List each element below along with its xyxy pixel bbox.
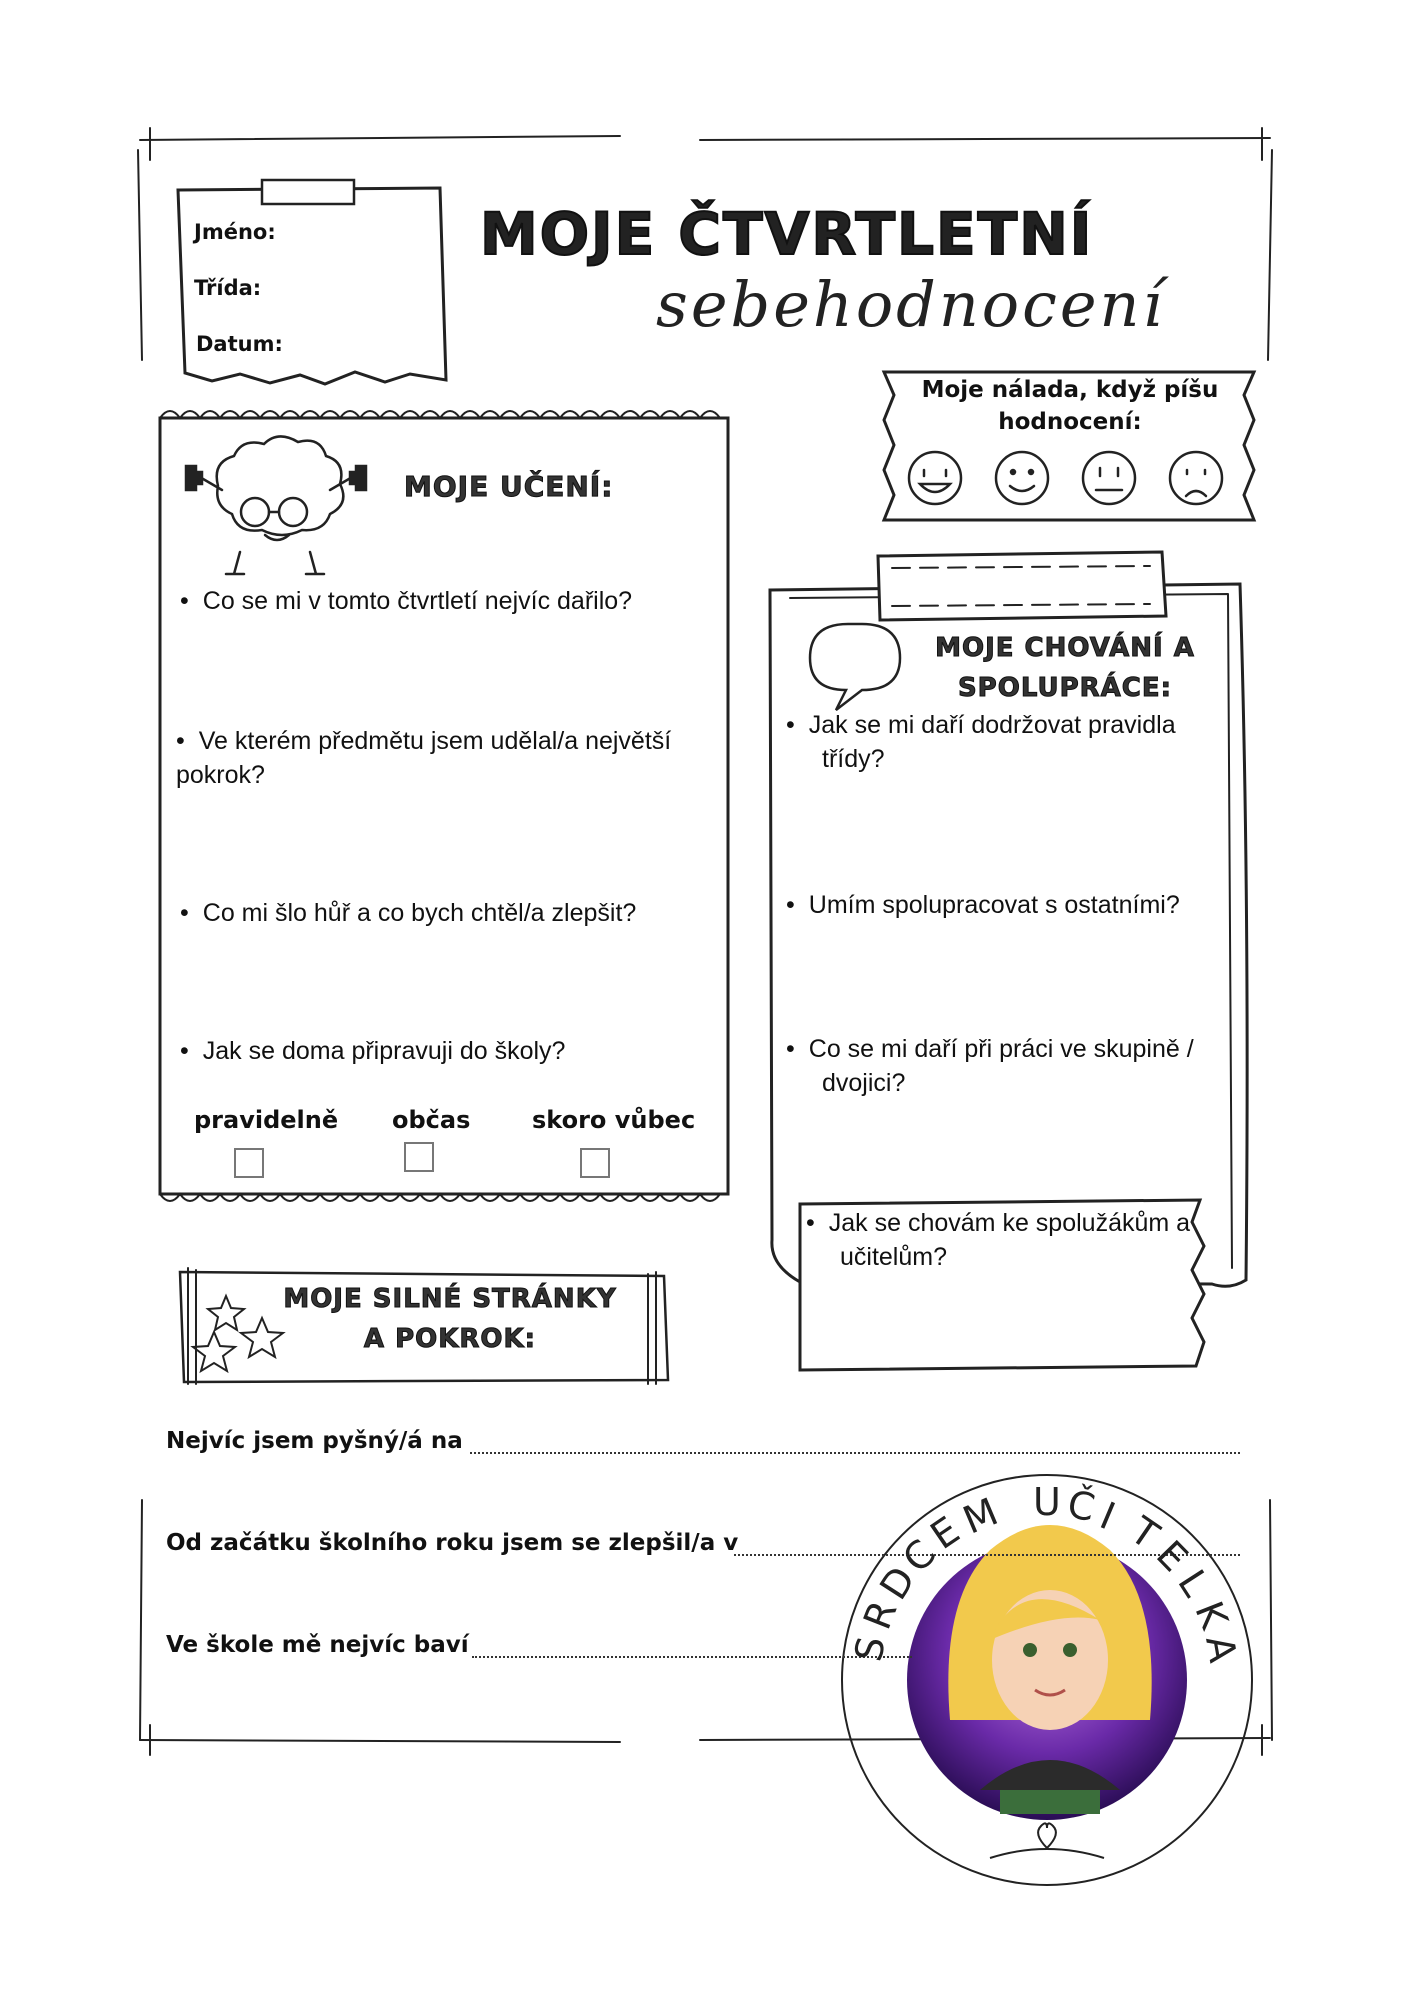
learning-question-1: • Co se mi v tomto čtvrtletí nejvíc dařilo? — [180, 584, 710, 618]
option-label-sometimes: občas — [392, 1106, 471, 1134]
brand-logo — [842, 1475, 1252, 1885]
behavior-question-3 — [786, 1032, 1242, 1100]
proud-line-label: Nejvíc jsem pyšný/á na — [166, 1428, 463, 1454]
option-checkbox-rarely[interactable] — [580, 1148, 610, 1178]
mood-title: Moje nálada, když píšu hodnocení: — [921, 377, 1219, 435]
learning-question-4: • Jak se doma připravuji do školy? — [180, 1034, 710, 1068]
brand-letter: I — [1094, 1493, 1122, 1539]
behavior-question-3-text: Co se mi daří při práci ve skupině / dvojici? — [808, 1035, 1194, 1097]
neutral-face-icon — [1083, 452, 1135, 504]
brand-letter: S — [846, 1633, 894, 1665]
date-label: Datum: — [196, 332, 283, 356]
brand-letter: L — [1168, 1562, 1218, 1605]
behavior-question-2-text: Umím spolupracovat s ostatními? — [808, 891, 1180, 919]
behavior-tape — [878, 552, 1166, 620]
page-title: MOJE ČTVRTLETNÍ — [480, 200, 1094, 268]
behavior-question-2 — [786, 888, 1242, 922]
note-question — [806, 1206, 1210, 1274]
learning-title: MOJE UČENÍ: — [404, 470, 614, 503]
behavior-title: MOJE CHOVÁNÍ A SPOLUPRÁCE: — [935, 633, 1195, 703]
page-subtitle: sebehodnocení — [656, 268, 1166, 341]
note-question-text: Jak se chovám ke spolužákům a učitelům? — [828, 1209, 1191, 1271]
brand-letter: A — [1197, 1632, 1246, 1666]
brand-letter: C — [893, 1530, 944, 1581]
brain-mascot-icon — [186, 436, 366, 574]
speech-bubble-icon — [810, 624, 900, 710]
behavior-question-1 — [786, 708, 1242, 776]
option-label-regularly: pravidelně — [194, 1106, 339, 1134]
heart-icon — [1038, 1823, 1056, 1848]
name-label: Jméno: — [194, 220, 276, 244]
big-smile-face-icon — [909, 452, 961, 504]
behavior-question-1-text: Jak se mi daří dodržovat pravidla třídy? — [808, 711, 1176, 773]
brand-letter: E — [922, 1507, 968, 1558]
option-checkbox-regularly[interactable] — [234, 1148, 264, 1178]
class-label: Třída: — [194, 276, 262, 300]
learning-box-border — [160, 418, 728, 1194]
brand-letter: M — [956, 1489, 1004, 1543]
improved-line-label: Od začátku školního roku jsem se zlepšil/a v — [166, 1530, 739, 1556]
option-checkbox-sometimes[interactable] — [404, 1142, 434, 1172]
option-label-rarely: skoro vůbec — [532, 1106, 696, 1134]
strengths-title-line2: A POKROK: — [363, 1324, 537, 1354]
brand-letter: Č — [1064, 1481, 1099, 1530]
brand-letter: D — [871, 1559, 925, 1608]
sad-face-icon — [1170, 452, 1222, 504]
learning-question-2: • Ve kterém předmětu jsem udělal/a největší pokrok? — [176, 724, 706, 792]
smile-face-icon — [996, 452, 1048, 504]
brand-letter: U — [1033, 1480, 1061, 1524]
brand-letter: E — [1148, 1531, 1197, 1580]
enjoy-line-label: Ve škole mě nejvíc baví — [166, 1632, 469, 1658]
learning-question-3: • Co mi šlo hůř a co bych chtěl/a zlepšit? — [180, 896, 720, 930]
info-card-tape — [262, 180, 354, 204]
brand-letter: T — [1122, 1508, 1167, 1558]
proud-answer-line[interactable] — [470, 1452, 1240, 1454]
brand-letter: R — [855, 1594, 906, 1636]
strengths-title-line1: MOJE SILNÉ STRÁNKY — [283, 1284, 617, 1314]
brand-letter: K — [1186, 1595, 1237, 1635]
